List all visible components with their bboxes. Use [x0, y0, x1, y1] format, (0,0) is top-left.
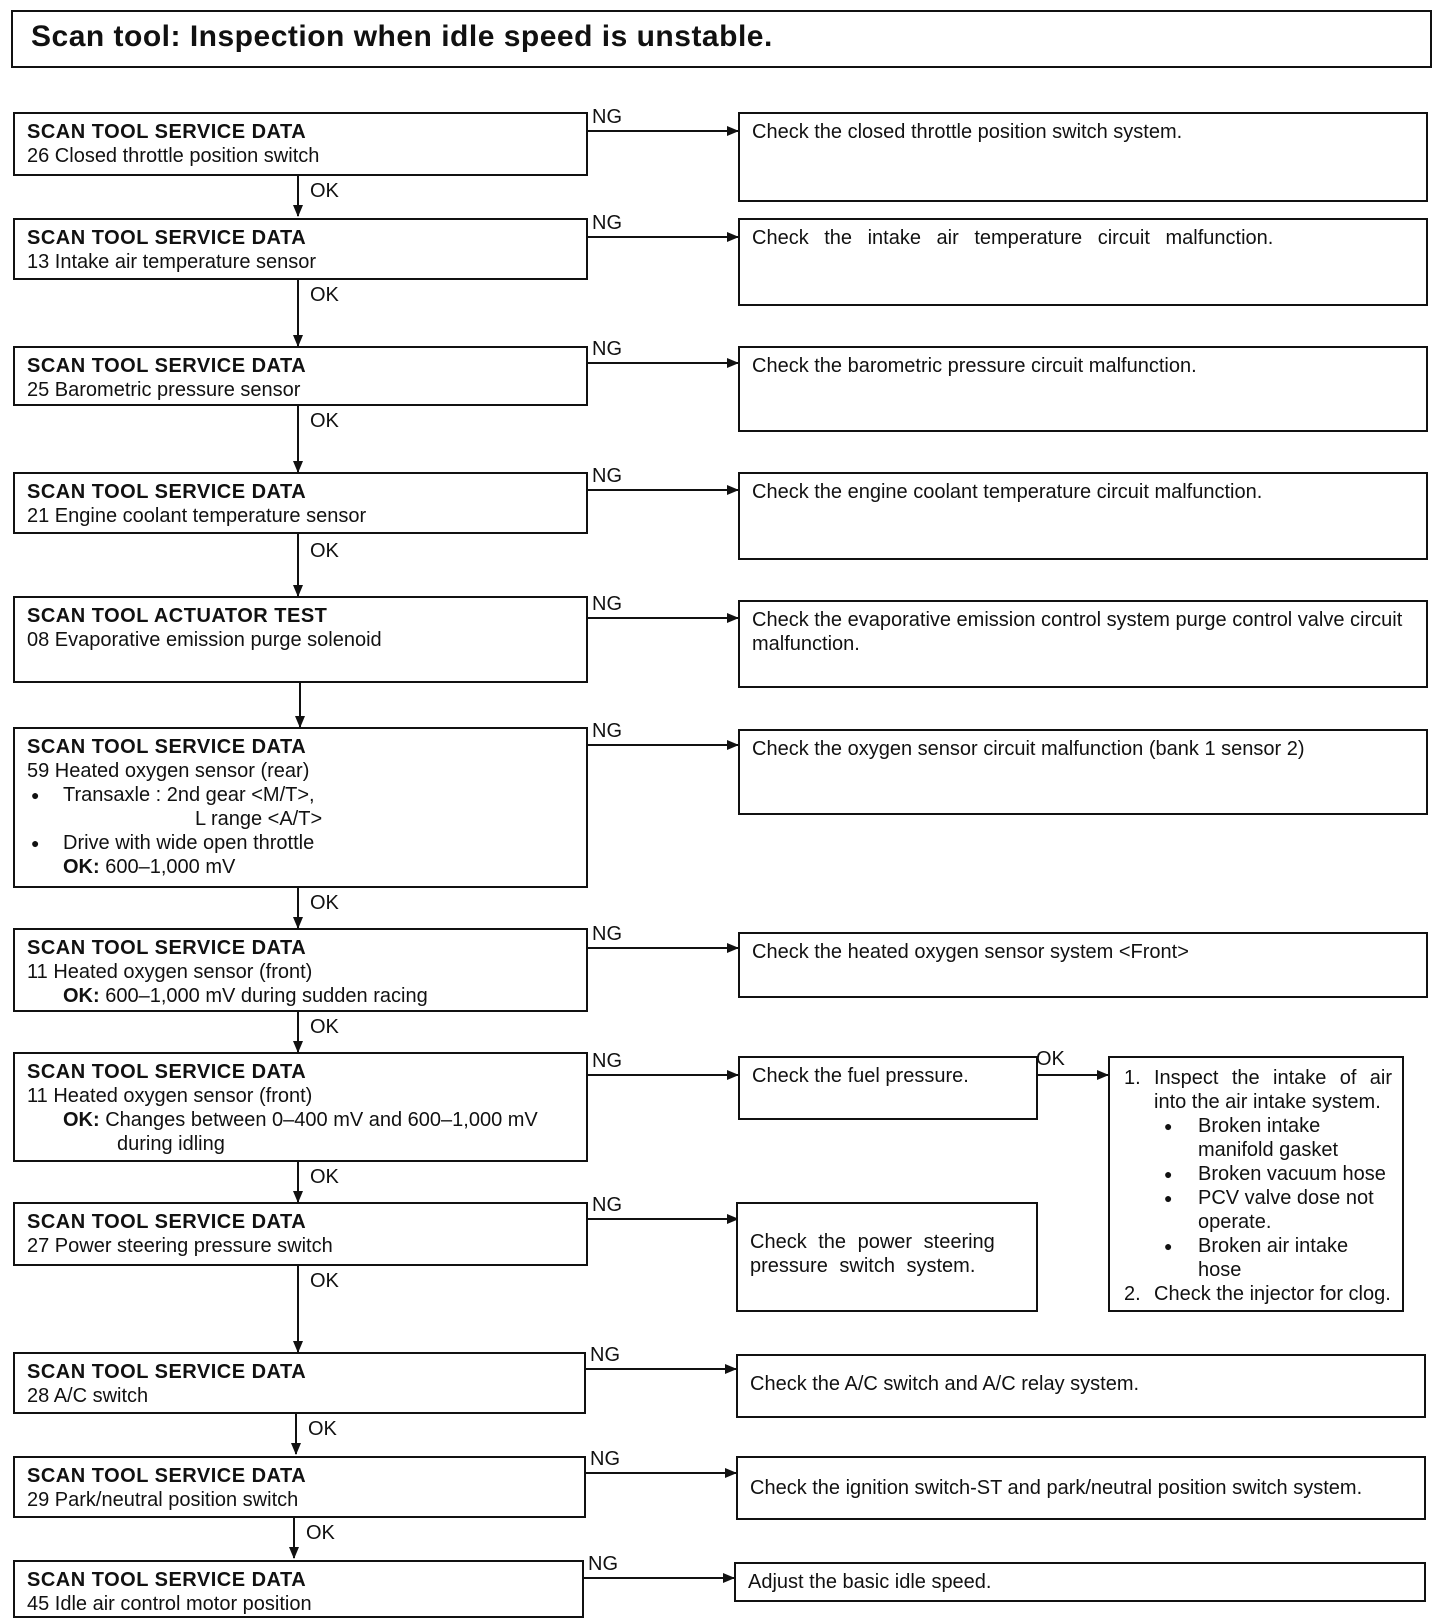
- ok-label-5: OK: [310, 892, 339, 914]
- ok-label-1: OK: [310, 180, 339, 202]
- step-header: SCAN TOOL SERVICE DATA: [27, 121, 307, 143]
- step-box-10: [13, 1352, 586, 1414]
- step-ok-criterion: [27, 855, 574, 879]
- list-text: Check the injector for clog.: [1154, 1283, 1391, 1305]
- step-bullet: ● Transaxle : 2nd gear <M/T>,: [27, 783, 574, 807]
- list-subitem: ● PCV valve dose not operate.: [1120, 1186, 1392, 1234]
- action-box-11: Check the ignition switch-ST and park/neutral position switch system.: [736, 1456, 1426, 1520]
- list-subitem: ● Broken vacuum hose: [1120, 1162, 1392, 1186]
- list-text: Inspect the intake of air into the air intake system.: [1154, 1067, 1392, 1113]
- action-box-7: Check the heated oxygen sensor system <Front>: [738, 932, 1428, 998]
- step-item: 45 Idle air control motor position: [27, 1593, 312, 1615]
- step-item: 26 Closed throttle position switch: [27, 145, 320, 167]
- ok-label-fuel: OK: [1036, 1048, 1065, 1070]
- ok-label-10: OK: [306, 1522, 335, 1544]
- ok-label-4: OK: [310, 540, 339, 562]
- step-box-1: [13, 112, 588, 176]
- step-header: SCAN TOOL SERVICE DATA: [27, 1061, 307, 1083]
- ng-label-4: NG: [592, 465, 622, 487]
- step-box-5: [13, 596, 588, 683]
- ok-label-7: OK: [310, 1166, 339, 1188]
- step-header: SCAN TOOL SERVICE DATA: [27, 481, 307, 503]
- ng-label-1: NG: [592, 106, 622, 128]
- fuel-ok-action-list: [1108, 1056, 1404, 1312]
- ok-label: OK:: [63, 1109, 100, 1131]
- ok-value-continued: during idling: [117, 1133, 225, 1155]
- step-item: 27 Power steering pressure switch: [27, 1235, 333, 1257]
- ok-value: 600–1,000 mV during sudden racing: [105, 985, 428, 1007]
- ng-label-6: NG: [592, 720, 622, 742]
- step-box-6: [13, 727, 588, 888]
- action-box-2: Check the intake air temperature circuit malfunction.: [738, 218, 1428, 306]
- ok-label: OK:: [63, 985, 100, 1007]
- step-header: SCAN TOOL SERVICE DATA: [27, 736, 307, 758]
- step-item: 29 Park/neutral position switch: [27, 1489, 299, 1511]
- page-title: Scan tool: Inspection when idle speed is unstable.: [11, 10, 1432, 68]
- step-ok-criterion: [27, 1108, 574, 1132]
- step-header: SCAN TOOL SERVICE DATA: [27, 355, 307, 377]
- action-box-4: Check the engine coolant temperature circuit malfunction.: [738, 472, 1428, 560]
- ng-label-5: NG: [592, 593, 622, 615]
- step-item: 25 Barometric pressure sensor: [27, 379, 301, 401]
- ng-label-10: NG: [590, 1344, 620, 1366]
- list-number: 1.: [1124, 1067, 1141, 1089]
- step-box-4: [13, 472, 588, 534]
- ng-label-12: NG: [588, 1553, 618, 1575]
- step-bullet-continued: L range <A/T>: [195, 808, 323, 830]
- ok-label: OK:: [63, 856, 100, 878]
- step-box-9: [13, 1202, 588, 1266]
- ok-value: 600–1,000 mV: [105, 856, 236, 878]
- list-number: 2.: [1124, 1283, 1141, 1305]
- step-header: SCAN TOOL SERVICE DATA: [27, 1569, 307, 1591]
- step-ok-criterion: [27, 984, 574, 1008]
- action-box-6: Check the oxygen sensor circuit malfunction (bank 1 sensor 2): [738, 729, 1428, 815]
- step-header: SCAN TOOL SERVICE DATA: [27, 1361, 307, 1383]
- action-box-3: Check the barometric pressure circuit malfunction.: [738, 346, 1428, 432]
- step-item: 08 Evaporative emission purge solenoid: [27, 629, 382, 651]
- ok-label-2: OK: [310, 284, 339, 306]
- step-box-7: [13, 928, 588, 1012]
- step-bullet: ● Drive with wide open throttle: [27, 831, 574, 855]
- step-box-8: [13, 1052, 588, 1162]
- ok-label-9: OK: [308, 1418, 337, 1440]
- ng-label-11: NG: [590, 1448, 620, 1470]
- ng-label-8: NG: [592, 1050, 622, 1072]
- step-header: SCAN TOOL SERVICE DATA: [27, 937, 307, 959]
- action-box-10: Check the A/C switch and A/C relay system.: [736, 1354, 1426, 1418]
- ok-label-6: OK: [310, 1016, 339, 1038]
- ng-label-7: NG: [592, 923, 622, 945]
- list-subitem: ● Broken intake manifold gasket: [1120, 1114, 1392, 1162]
- step-header: SCAN TOOL SERVICE DATA: [27, 1465, 307, 1487]
- step-header: SCAN TOOL SERVICE DATA: [27, 1211, 307, 1233]
- step-box-3: [13, 346, 588, 406]
- step-header: SCAN TOOL SERVICE DATA: [27, 227, 307, 249]
- step-item: 13 Intake air temperature sensor: [27, 251, 317, 273]
- ok-value: Changes between 0–400 mV and 600–1,000 mV: [105, 1109, 538, 1131]
- ok-label-3: OK: [310, 410, 339, 432]
- step-box-12: [13, 1560, 584, 1618]
- list-item: [1120, 1066, 1392, 1114]
- step-header: SCAN TOOL ACTUATOR TEST: [27, 605, 328, 627]
- step-item: 11 Heated oxygen sensor (front): [27, 961, 313, 983]
- step-box-11: [13, 1456, 586, 1518]
- list-subitem: ● Broken air intake hose: [1120, 1234, 1392, 1282]
- step-item: 11 Heated oxygen sensor (front): [27, 1085, 313, 1107]
- action-box-8: Check the fuel pressure.: [738, 1056, 1038, 1120]
- action-box-5: Check the evaporative emission control system purge control valve circuit malfunction.: [738, 600, 1428, 688]
- step-item: 28 A/C switch: [27, 1385, 149, 1407]
- step-item: 21 Engine coolant temperature sensor: [27, 505, 367, 527]
- ng-label-3: NG: [592, 338, 622, 360]
- step-box-2: [13, 218, 588, 280]
- ng-label-9: NG: [592, 1194, 622, 1216]
- list-item: [1120, 1282, 1392, 1306]
- step-item: 59 Heated oxygen sensor (rear): [27, 760, 310, 782]
- action-box-9: Check the power steering pressure switch system.: [736, 1202, 1038, 1312]
- action-box-1: Check the closed throttle position switch system.: [738, 112, 1428, 202]
- ng-label-2: NG: [592, 212, 622, 234]
- action-box-12: Adjust the basic idle speed.: [734, 1562, 1426, 1602]
- ok-label-8: OK: [310, 1270, 339, 1292]
